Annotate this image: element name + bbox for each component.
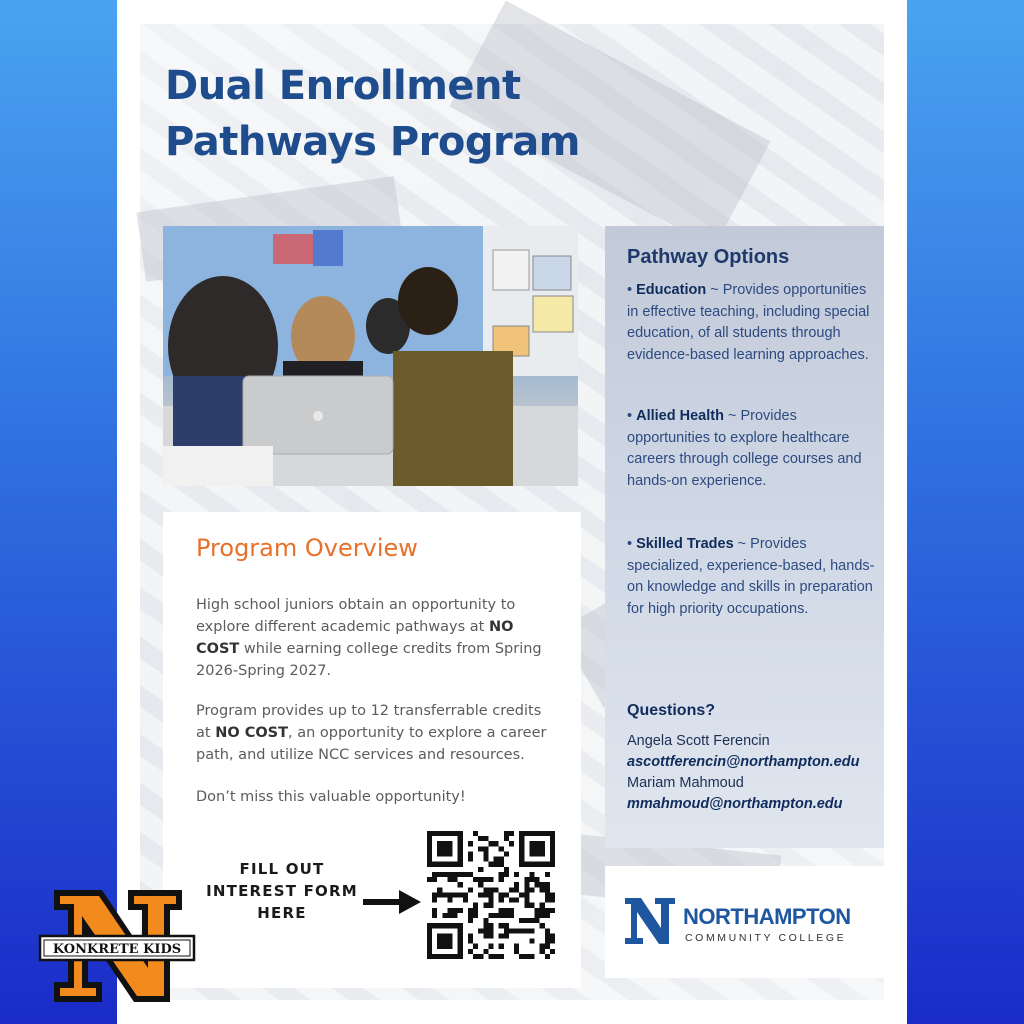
students-photo [163,226,578,486]
title-line-2: Pathways Program [165,119,580,165]
pathway-options-heading: Pathway Options [627,246,790,268]
bullet: • [627,536,637,552]
callout-line-3: HERE [257,904,307,922]
overview-p2-text-end: , an opportunity to explore a career path, and utilize NCC services and resources. [196,725,547,763]
bullet: • [627,282,637,298]
college-subtitle: COMMUNITY COLLEGE [685,932,847,944]
students-illustration [163,226,578,486]
pathway-name: Allied Health [636,408,724,424]
pathway-name: Skilled Trades [636,536,734,552]
arrow-right-icon [363,888,421,916]
northampton-logo [605,866,884,978]
overview-p1-text-end: while earning college credits from Spring 2026-Spring 2027. [196,641,542,679]
overview-p2-text: Program provides up to 12 transferrable credits at [196,703,542,741]
bullet: • [627,408,637,424]
pathway-item-education [627,280,875,366]
ncc-n-logo-icon [623,896,677,946]
college-name: NORTHAMPTON [683,904,851,929]
contact-2-name: Mariam Mahmoud [627,775,744,791]
pathway-description: ~ Provides opportunities to explore healthcare careers through college courses and hands-on experience. [627,408,862,489]
overview-p1-text: High school juniors obtain an opportunity to explore different academic pathways at [196,597,516,635]
overview-paragraph-3: Don’t miss this valuable opportunity! [196,789,466,805]
overview-paragraph-1 [196,594,556,682]
konkrete-kids-logo [38,886,196,1006]
title-line-1: Dual Enrollment [165,63,521,109]
overview-p1-emphasis: NO COST [196,619,514,657]
callout-line-2: INTEREST FORM [206,882,358,900]
overview-p2-emphasis: NO COST [215,725,288,741]
overview-paragraph-2 [196,700,556,766]
pathway-name: Education [636,282,707,298]
pathway-description: ~ Provides opportunities in effective teaching, including special education, of all students through evidence-based learning approaches. [627,282,870,363]
questions-heading: Questions? [627,702,716,719]
page-title [165,58,580,170]
contact-1-email[interactable]: ascottferencin@northampton.edu [627,754,860,770]
interest-form-callout [197,858,367,924]
pathway-description: ~ Provides specialized, experience-based, hands-on knowledge and skills in preparation for high priority occupations. [627,536,875,617]
pathway-options-panel [605,226,884,848]
interest-form-qr-code[interactable] [427,828,555,962]
badge-text: KONKRETE KIDS [52,942,182,957]
contact-1-name: Angela Scott Ferencin [627,733,770,749]
callout-line-1: FILL OUT [239,860,325,878]
pathway-item-allied-health [627,406,875,492]
program-overview-heading: Program Overview [196,534,418,562]
pathway-item-skilled-trades [627,534,875,620]
flyer [117,0,907,1024]
contact-2-email[interactable]: mmahmoud@northampton.edu [627,796,843,812]
